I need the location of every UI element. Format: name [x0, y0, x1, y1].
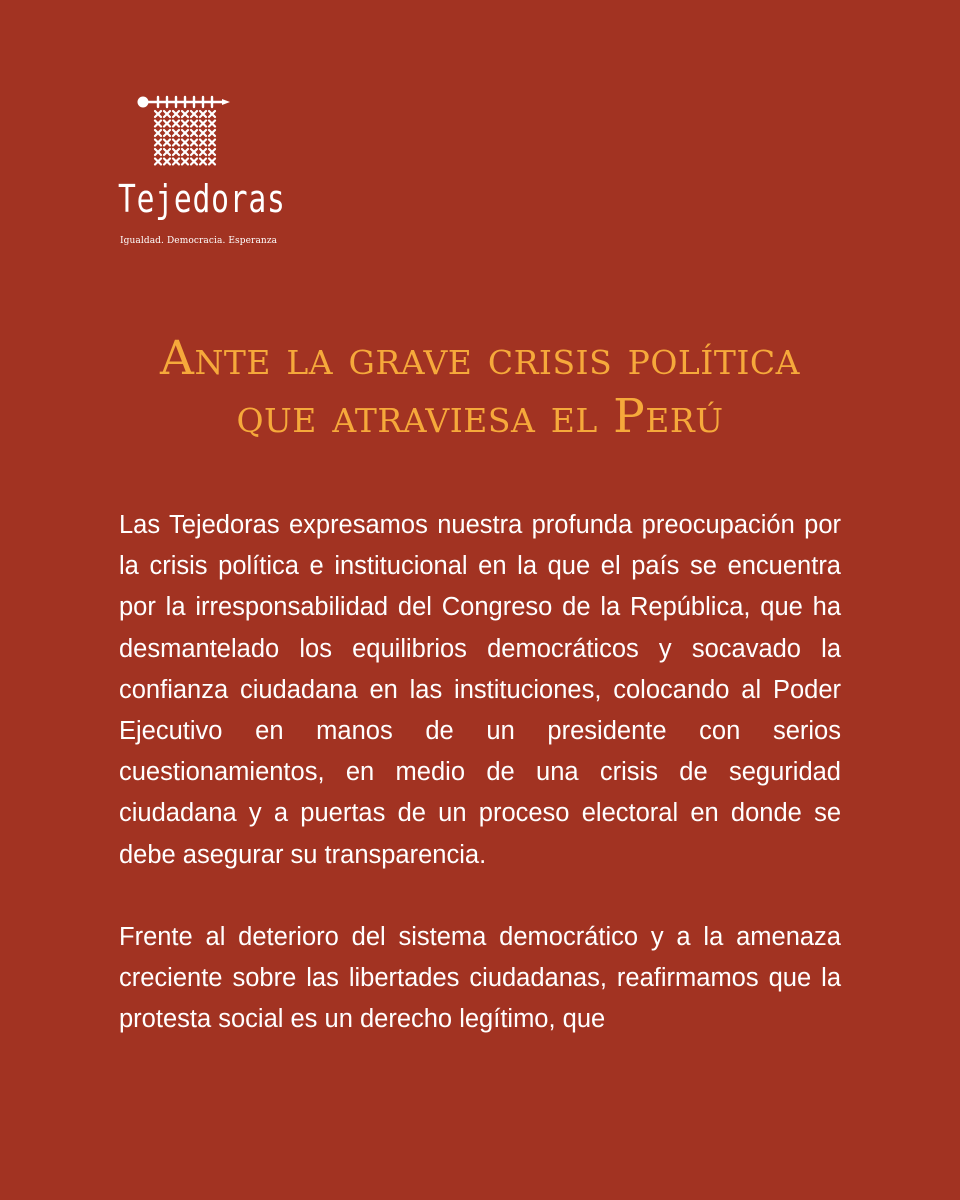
statement-body: [119, 505, 841, 1040]
headline: [0, 330, 960, 446]
headline-line-1: Ante la grave crisis política: [160, 331, 800, 386]
brand-name: Tejedoras: [118, 177, 286, 221]
tejedoras-logo: [118, 92, 268, 174]
brand-tagline: Igualdad. Democracia. Esperanza: [120, 236, 278, 246]
headline-line-2: que atraviesa el Perú: [236, 389, 724, 444]
knitting-needle-weave-icon: [118, 92, 238, 174]
paragraph-1: Las Tejedoras expresamos nuestra profunda preocupación por la crisis política e institucional en la que el país se encuentra por la irresponsabilidad del Congreso de la República, que ha desmantelado los equilibrios democráticos y socavado la confianza ciudadana en las instituciones, colocando al Poder Ejecutivo en manos de un presidente con serios cuestionamientos, en medio de una crisis de seguridad ciudadana y a puertas de un proceso electoral en donde se debe asegurar su transparencia.: [119, 511, 841, 869]
paragraph-2: Frente al deterioro del sistema democrático y a la amenaza creciente sobre las libertades ciudadanas, reafirmamos que la protesta social es un derecho legítimo, que: [119, 922, 841, 1034]
